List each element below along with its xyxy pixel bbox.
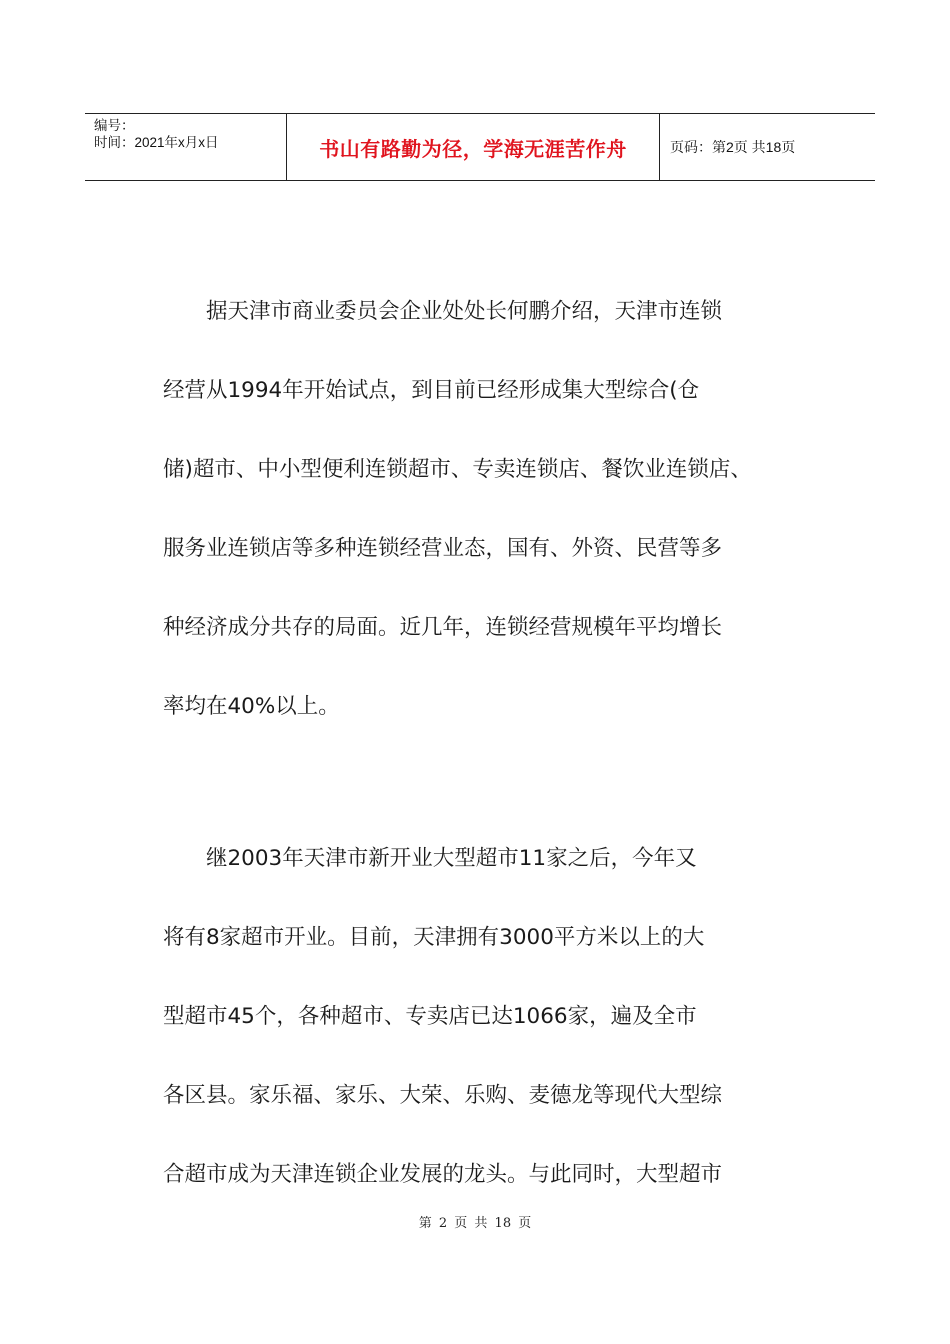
- paragraph-gap: [163, 763, 823, 836]
- paragraph-1: [163, 289, 823, 763]
- paragraph-line: 种经济成分共存的局面。近几年，连锁经营规模年平均增长: [163, 615, 723, 640]
- paragraph-2: [163, 836, 823, 1231]
- header-page-cell: [660, 114, 875, 180]
- header-table: [85, 113, 875, 181]
- header-motto: 书山有路勤为径，学海无涯苦作舟: [319, 136, 627, 161]
- page-footer: 第 2 页 共 18 页: [418, 1216, 532, 1231]
- document-time-label: 时间：2021年x月x日: [94, 135, 219, 150]
- document-number-label: 编号：: [94, 118, 135, 133]
- paragraph-line: 据天津市商业委员会企业处处长何鹏介绍，天津市连锁: [163, 299, 723, 324]
- header-page-info: 页码：第2页 共18页: [670, 139, 796, 155]
- paragraph-line: 服务业连锁店等多种连锁经营业态，国有、外资、民营等多: [163, 536, 723, 561]
- paragraph-line: 储)超市、中小型便利连锁超市、专卖连锁店、餐饮业连锁店、: [163, 457, 752, 482]
- paragraph-line: 经营从1994年开始试点，到目前已经形成集大型综合(仓: [163, 378, 700, 403]
- header-motto-cell: [286, 114, 660, 180]
- paragraph-line: 型超市45个，各种超市、专卖店已达1066家，遍及全市: [163, 1004, 697, 1029]
- paragraph-line: 将有8家超市开业。目前，天津拥有3000平方米以上的大: [163, 925, 705, 950]
- paragraph-line: 继2003年天津市新开业大型超市11家之后，今年又: [163, 846, 697, 871]
- paragraph-line: 率均在40%以上。: [163, 694, 340, 719]
- paragraph-line: 合超市成为天津连锁企业发展的龙头。与此同时，大型超市: [163, 1162, 723, 1187]
- document-body: [163, 289, 823, 1231]
- header-meta-cell: [85, 114, 286, 180]
- paragraph-line: 各区县。家乐福、家乐、大荣、乐购、麦德龙等现代大型综: [163, 1083, 723, 1108]
